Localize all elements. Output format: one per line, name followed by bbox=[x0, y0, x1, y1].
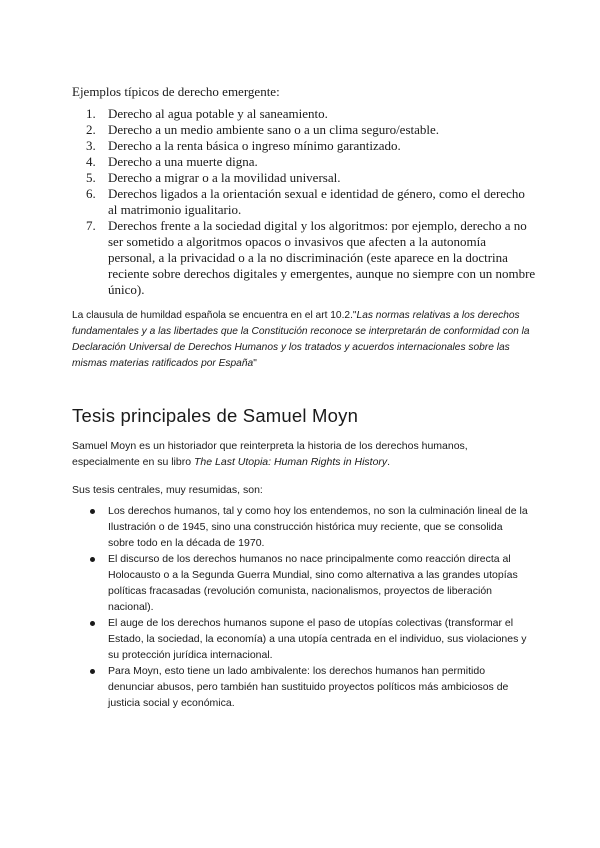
list-item bbox=[86, 186, 536, 218]
list-item bbox=[86, 138, 536, 154]
intro-text: Ejemplos típicos de derecho emergente: bbox=[72, 84, 280, 99]
clause-quote: Las normas relativas a los derechos fundamentales y a las libertades que la Constitución reconoce se interpretarán de conformidad con la Declaración Universal de Derechos Humanos y los tratados y acuerdos internacionales sobre las mismas materias ratificados por España bbox=[72, 310, 530, 369]
emergent-rights-list bbox=[86, 106, 536, 298]
bullet-dot-icon bbox=[90, 557, 95, 562]
thesis-lead-text: Sus tesis centrales, muy resumidas, son: bbox=[72, 484, 263, 496]
item-number: 6. bbox=[86, 186, 96, 201]
item-number: 3. bbox=[86, 138, 96, 153]
intro-end: . bbox=[387, 456, 391, 468]
intro-lead: Samuel Moyn es un historiador que reinterpreta la historia de los derechos humanos, especialmente en su libro bbox=[72, 440, 468, 468]
list-item bbox=[86, 170, 536, 186]
list-item bbox=[86, 106, 536, 122]
item-number: 5. bbox=[86, 170, 96, 185]
bullet-text: Para Moyn, esto tiene un lado ambivalente: los derechos humanos han permitido denunciar abusos, pero también han sustituido proyectos políticos más ambiciosos de justicia social y económica. bbox=[108, 665, 509, 709]
item-text: Derecho a un medio ambiente sano o a un clima seguro/estable. bbox=[108, 122, 440, 137]
item-number: 4. bbox=[86, 154, 96, 169]
list-item bbox=[86, 218, 536, 298]
item-number: 7. bbox=[86, 218, 96, 233]
clause-close: " bbox=[253, 358, 257, 369]
item-text: Derecho al agua potable y al saneamiento. bbox=[108, 106, 328, 121]
moyn-intro-paragraph bbox=[72, 438, 532, 470]
item-text: Derecho a migrar o a la movilidad universal. bbox=[108, 170, 341, 185]
bullet-dot-icon bbox=[90, 509, 95, 514]
section-heading: Tesis principales de Samuel Moyn bbox=[72, 405, 359, 426]
list-item bbox=[86, 154, 536, 170]
list-item bbox=[86, 122, 536, 138]
bullet-dot-icon bbox=[90, 621, 95, 626]
bullet-item bbox=[90, 615, 530, 663]
bullet-text: El discurso de los derechos humanos no nace principalmente como reacción directa al Holocausto o a la Segunda Guerra Mundial, sino como alternativa a las grandes utopías políticas fracasadas (revolución comunista, nacionalismos, proyectos de liberación nacional). bbox=[108, 553, 518, 613]
bullet-item bbox=[90, 503, 530, 551]
item-text: Derecho a una muerte digna. bbox=[108, 154, 258, 169]
bullet-text: Los derechos humanos, tal y como hoy los entendemos, no son la culminación lineal de la Ilustración o de 1945, sino una construcción histórica muy reciente, que se consolida sobre todo en la década de 1970. bbox=[108, 505, 528, 549]
item-number: 2. bbox=[86, 122, 96, 137]
bullet-item bbox=[90, 551, 530, 615]
item-number: 1. bbox=[86, 106, 96, 121]
item-text: Derecho a la renta básica o ingreso mínimo garantizado. bbox=[108, 138, 401, 153]
clause-lead: La clausula de humildad española se encuentra en el art 10.2." bbox=[72, 310, 357, 321]
bullet-item bbox=[90, 663, 530, 711]
item-text: Derechos ligados a la orientación sexual e identidad de género, como el derecho al matrimonio igualitario. bbox=[108, 186, 525, 217]
bullet-text: El auge de los derechos humanos supone el paso de utopías colectivas (transformar el Estado, la sociedad, la economía) a una utopía centrada en el individuo, sus violaciones y su protección jurídica internacional. bbox=[108, 617, 527, 661]
humility-clause-paragraph bbox=[72, 308, 534, 372]
bullet-dot-icon bbox=[90, 669, 95, 674]
book-title: The Last Utopia: Human Rights in History bbox=[194, 456, 388, 468]
item-text: Derechos frente a la sociedad digital y los algoritmos: por ejemplo, derecho a no ser sometido a algoritmos opacos o invasivos que afecten a la autonomía personal, a la privacidad o a la no discriminación (este aparece en la doctrina reciente sobre derechos digitales y emergentes, aunque no siempre con un nombre único). bbox=[108, 218, 536, 297]
thesis-bullet-list bbox=[90, 503, 530, 711]
